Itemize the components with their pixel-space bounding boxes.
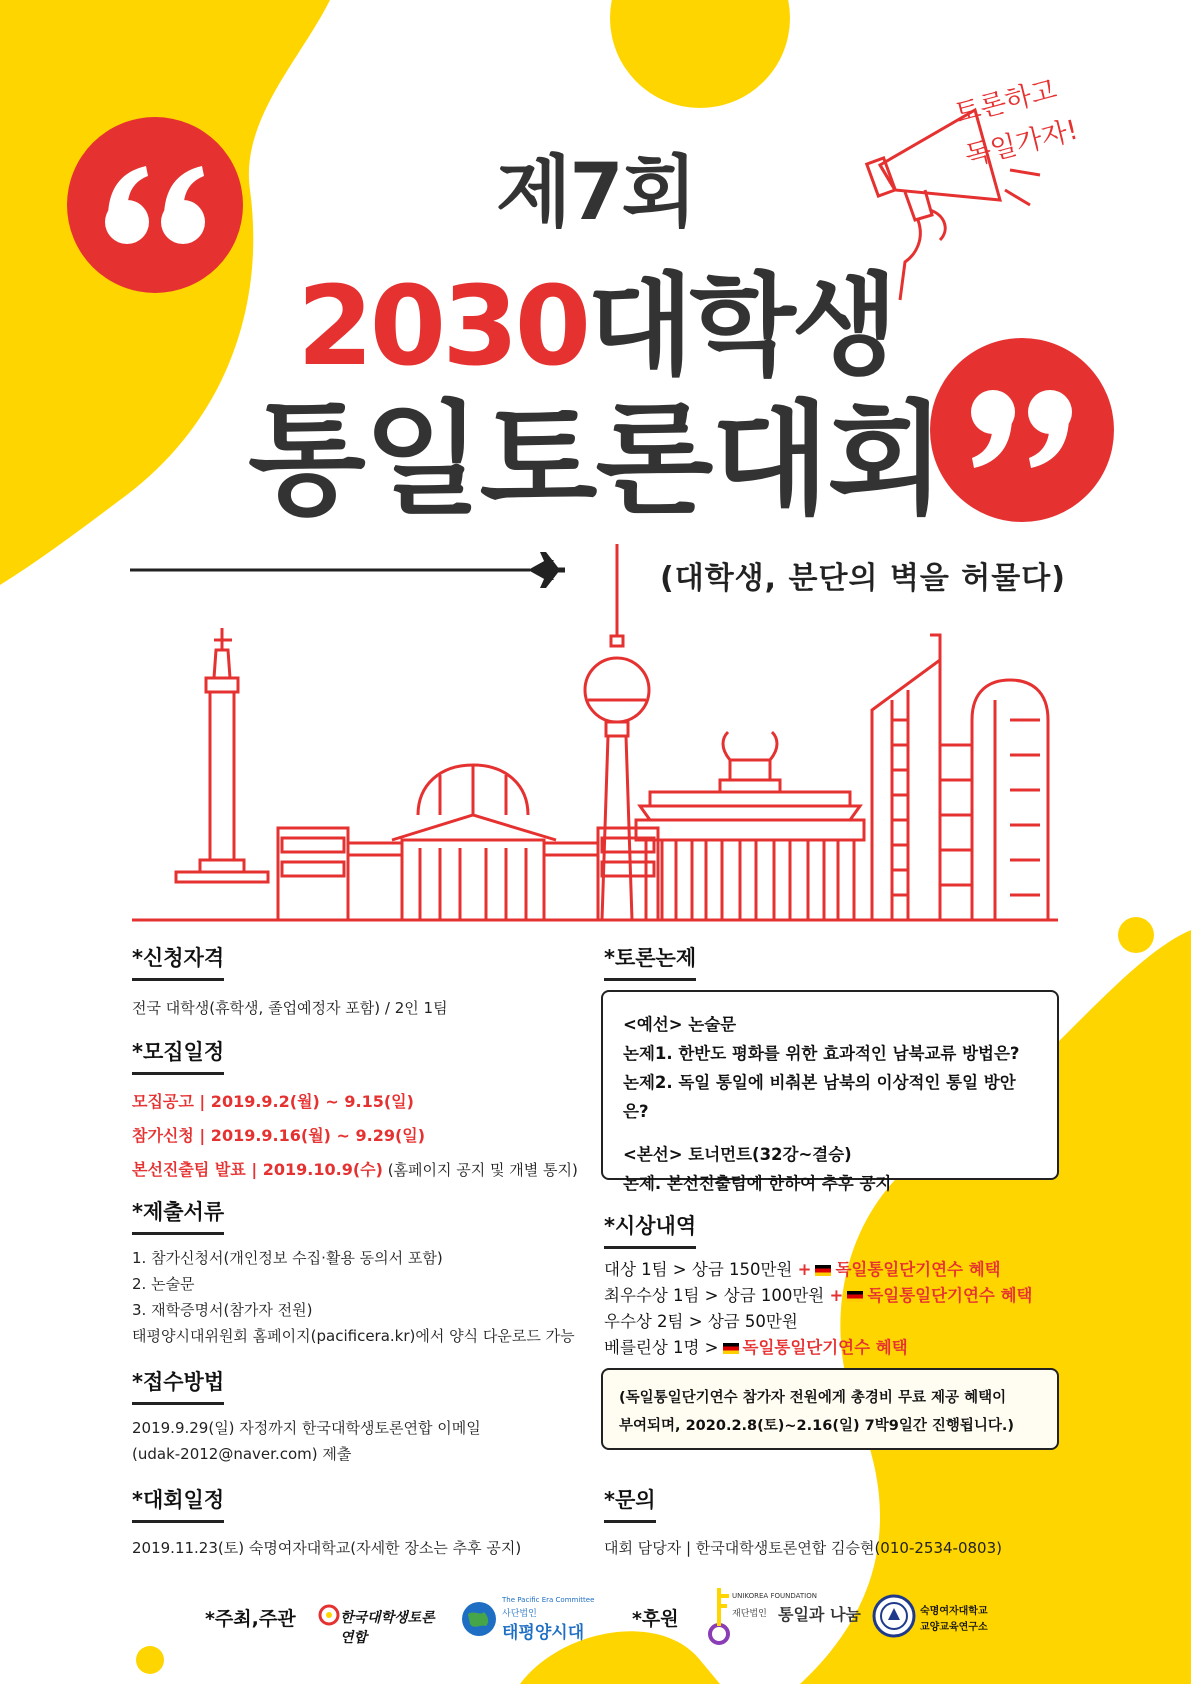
eligibility-section xyxy=(132,942,448,1021)
berlin-skyline-illustration xyxy=(132,544,1058,920)
prelim-topic-1: 논제1. 한반도 평화를 위한 효과적인 남북교류 방법은? xyxy=(623,1044,1020,1063)
event-date-heading: *대회일정 xyxy=(132,1484,224,1523)
final-topic: 논제. 본선진출팀에 한하여 추후 공지 xyxy=(623,1174,892,1193)
event-date-section xyxy=(132,1484,521,1561)
schedule-row: 본선진출팀 발표 | 2019.10.9(수) (홈페이지 공지 및 개별 통지) xyxy=(132,1160,578,1179)
final-title: <본선> 토너먼트(32강~결승) xyxy=(623,1145,852,1164)
title-number: 2030 xyxy=(297,262,588,390)
slogan-line-2: 독일가자! xyxy=(961,114,1082,173)
title-edition: 제7회 xyxy=(496,148,695,238)
prize-note-line: (독일통일단기연수 참가자 전원에게 총경비 무료 제공 혜택이 xyxy=(619,1390,1007,1406)
prize-row: 베를린상 1명 > 독일통일단기연수 혜택 xyxy=(604,1338,908,1357)
sponsor-label: *후원 xyxy=(632,1608,679,1630)
udak-logo: 한국대학생토론연합 xyxy=(318,1594,438,1638)
subtitle: (대학생, 분단의 벽을 허물다) xyxy=(660,561,1066,596)
topics-box xyxy=(601,990,1059,1193)
prize-row: 최우수상 1팀 > 상금 100만원 + 독일통일단기연수 혜택 xyxy=(604,1286,1033,1305)
unikorea-logo: UNIKOREA FOUNDATION 재단법인 통일과 나눔 xyxy=(704,1584,864,1648)
submission-section xyxy=(132,1366,481,1467)
topics-heading: *토론논제 xyxy=(604,942,696,981)
prizes-section xyxy=(604,1210,1032,1361)
prelim-topic-2: 논제2. 독일 통일에 비춰본 남북의 이상적인 통일 방안은? xyxy=(623,1073,1016,1121)
prizes-list xyxy=(604,1257,1032,1361)
pacific-era-logo: The Pacific Era Committee 사단법인 태평양시대 xyxy=(460,1594,590,1642)
germany-flag-icon xyxy=(723,1343,739,1354)
germany-flag-icon xyxy=(847,1291,863,1302)
prize-row: 우수상 2팀 > 상금 50만원 xyxy=(604,1312,798,1331)
documents-item: 2. 논술문 xyxy=(132,1275,195,1293)
documents-section xyxy=(132,1196,575,1349)
event-date-text: 2019.11.23(토) 숙명여자대학교(자세한 장소는 추후 공지) xyxy=(132,1539,522,1557)
prelim-title: <예선> 논술문 xyxy=(623,1015,737,1034)
yellow-dot-left xyxy=(136,1646,164,1674)
globe-icon xyxy=(460,1600,498,1638)
schedule-list xyxy=(132,1085,578,1187)
key-icon xyxy=(704,1584,734,1646)
yellow-circle-top xyxy=(610,0,790,108)
prize-row: 대상 1팀 > 상금 150만원 + 독일통일단기연수 혜택 xyxy=(604,1260,1001,1279)
contact-heading: *문의 xyxy=(604,1484,656,1523)
sookmyung-logo: 숙명여자대학교 교양교육연구소 xyxy=(872,1592,992,1644)
title-event: 통일토론대회 xyxy=(247,389,944,531)
schedule-heading: *모집일정 xyxy=(132,1036,224,1075)
university-emblem-icon xyxy=(872,1594,916,1638)
documents-item: 태평양시대위원회 홈페이지(pacificera.kr)에서 양식 다운로드 가능 xyxy=(132,1327,575,1345)
prize-note-line: 부여되며, 2020.2.8(토)~2.16(일) 7박9일간 진행됩니다.) xyxy=(619,1418,1015,1434)
eligibility-text: 전국 대학생(휴학생, 졸업예정자 포함) / 2인 1팀 xyxy=(132,999,448,1017)
documents-item: 3. 재학증명서(참가자 전원) xyxy=(132,1301,313,1319)
schedule-section xyxy=(132,1036,578,1187)
eligibility-heading: *신청자격 xyxy=(132,942,224,981)
germany-flag-icon xyxy=(815,1265,831,1276)
contact-text: 대회 담당자 | 한국대학생토론연합 김승현(010-2534-0803) xyxy=(604,1539,1002,1557)
host-label: *주최,주관 xyxy=(205,1608,296,1630)
schedule-row: 참가신청 | 2019.9.16(월) ~ 9.29(일) xyxy=(132,1126,426,1145)
documents-heading: *제출서류 xyxy=(132,1196,224,1235)
slogan-line-1: 토론하고 xyxy=(951,74,1061,130)
topics-section xyxy=(604,942,696,981)
contact-section xyxy=(604,1484,1002,1561)
documents-list xyxy=(132,1245,575,1349)
yellow-dot-right xyxy=(1118,917,1154,953)
title-main-rest: 대학생 xyxy=(587,262,894,390)
udak-logo-icon xyxy=(318,1604,340,1626)
prizes-heading: *시상내역 xyxy=(604,1210,696,1249)
prize-note-box xyxy=(601,1368,1059,1450)
submission-heading: *접수방법 xyxy=(132,1366,224,1405)
schedule-row: 모집공고 | 2019.9.2(월) ~ 9.15(일) xyxy=(132,1092,414,1111)
submission-text: 2019.9.29(일) 자정까지 한국대학생토론연합 이메일 (udak-2012@naver.com) 제출 xyxy=(132,1419,481,1463)
documents-item: 1. 참가신청서(개인정보 수집·활용 동의서 포함) xyxy=(132,1249,443,1267)
arrow-plane-icon xyxy=(130,552,565,588)
